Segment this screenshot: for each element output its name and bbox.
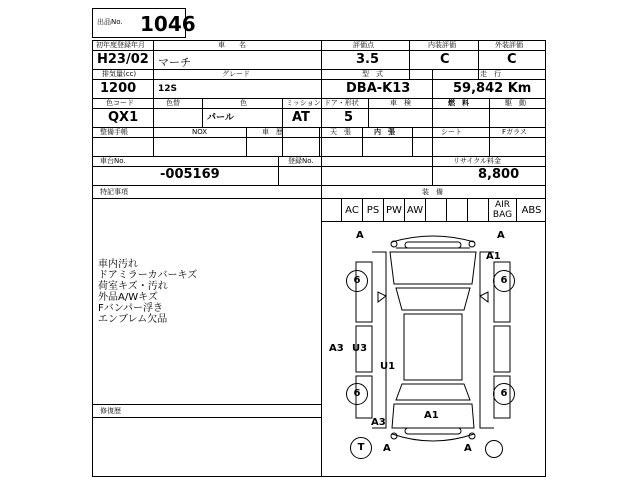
inspection-label: 車 検: [390, 99, 411, 107]
glass-label: Fガラス: [502, 128, 527, 136]
mark-a3-side: A3: [329, 343, 344, 354]
chassis-label: 車台No.: [100, 157, 126, 165]
interior-value: C: [440, 52, 450, 67]
chassis-value: -005169: [160, 167, 220, 182]
equipment-item-ps: PS: [366, 205, 380, 216]
recycle-label: リサイクル料金: [453, 157, 502, 165]
remark-line: ドアミラーカバーキズ: [98, 270, 198, 281]
remark-line: 荷室キズ・汚れ: [98, 281, 168, 292]
remark-line: 車内汚れ: [98, 259, 138, 270]
model-label: 型 式: [362, 70, 383, 78]
mark-a1-rear: A1: [424, 410, 439, 421]
ceiling-label: 天 張: [330, 128, 351, 136]
displacement-value: 1200: [100, 81, 137, 96]
remarks-label: 特記事項: [100, 188, 128, 196]
exterior-label: 外装評価: [495, 41, 523, 49]
transmission-label: ミッション: [286, 99, 321, 107]
tire-front-left-mark: 6: [346, 270, 368, 292]
remark-line: Fバンパー浮き: [98, 303, 164, 314]
grade-label: グレード: [222, 70, 250, 78]
doors-value: 5: [344, 110, 354, 125]
seat-label: シート: [441, 128, 462, 136]
history-label: 車 歴: [262, 128, 283, 136]
model-value: DBA-K13: [346, 81, 411, 96]
exterior-value: C: [507, 52, 517, 67]
mark-empty-circle: [485, 440, 503, 458]
mark-bottom-left: A: [383, 443, 391, 454]
mileage-value: 59,842 Km: [453, 81, 532, 96]
color-change-label: 色替: [166, 99, 180, 107]
grade-value: 12S: [158, 84, 178, 94]
score-value: 3.5: [356, 52, 380, 67]
equipment-item-abs: ABS: [521, 205, 542, 216]
mark-u1: U1: [380, 361, 396, 372]
color-value: パール: [207, 113, 234, 123]
year-value: H23/02: [97, 52, 149, 67]
equipment-item-airbag: AIR BAG: [492, 200, 513, 220]
displacement-label: 排気量(cc): [102, 70, 137, 78]
service-label: 整備手帳: [100, 128, 128, 136]
car-name-label: 車 名: [218, 41, 246, 49]
year-label: 初年度登録年月: [96, 41, 145, 49]
remark-line: エンブレム欠品: [98, 314, 168, 325]
interior-trim-label: 内 張: [374, 128, 395, 136]
doors-label: ドア・形状: [324, 99, 359, 107]
drive-label: 駆 動: [505, 99, 526, 107]
mark-top-left: A: [356, 230, 364, 241]
lot-number: 1046: [140, 12, 196, 36]
mileage-label: 走 行: [480, 70, 501, 78]
color-code-label: 色コード: [106, 99, 134, 107]
equipment-label: 装 備: [422, 188, 443, 196]
score-label: 評価点: [353, 41, 374, 49]
mark-top-right: A: [497, 230, 505, 241]
tire-rear-left-mark: 6: [346, 383, 368, 405]
mark-t: T: [350, 437, 372, 459]
interior-label: 内装評価: [428, 41, 456, 49]
recycle-value: 8,800: [478, 167, 520, 182]
lot-number-label: 出品No.: [97, 18, 123, 26]
mark-a3-rear: A3: [371, 417, 386, 428]
registration-label: 登録No.: [288, 157, 314, 165]
color-code-value: QX1: [108, 110, 139, 125]
fuel-label: 燃 料: [448, 99, 469, 107]
tire-front-right-mark: 6: [493, 270, 515, 292]
mark-bottom-right: A: [464, 443, 472, 454]
tire-rear-right-mark: 6: [493, 383, 515, 405]
remark-line: 外品A/Wキズ: [98, 292, 158, 303]
equipment-item-aw: AW: [406, 205, 424, 216]
transmission-value: AT: [292, 110, 310, 125]
mark-u3: U3: [352, 343, 368, 354]
nox-label: NOX: [192, 128, 208, 136]
car-name-value: マーチ: [158, 56, 191, 69]
color-label: 色: [240, 99, 247, 107]
repair-label: 修復歴: [100, 407, 121, 415]
equipment-item-pw: PW: [386, 205, 402, 216]
mark-a1-top: A1: [486, 251, 501, 262]
equipment-item-ac: AC: [345, 205, 359, 216]
